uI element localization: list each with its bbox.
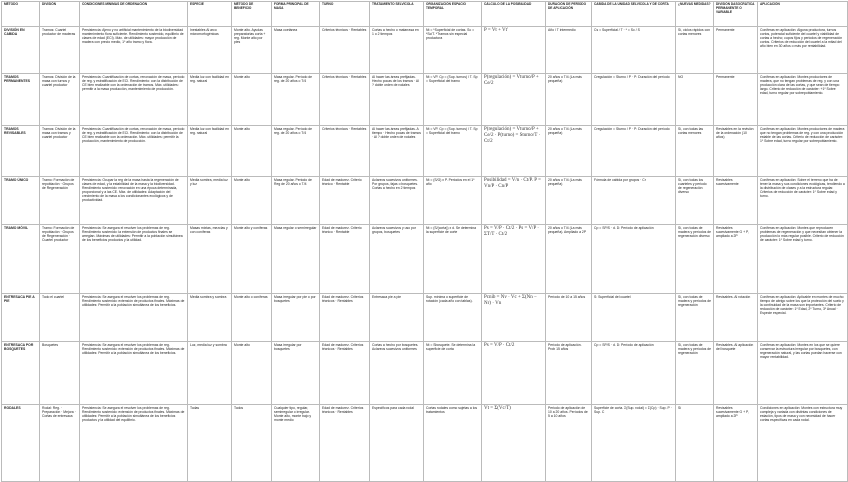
table-cell: Persistencia: Se asegura el resolver los problemas de reg. Rendimiento sostenido: extensión de productos finales. Máximas de utilidades: Permitir a la población simultánea de los beneficios productos y la utilidad del equilibrio. [80,405,188,482]
header-cell: CONDICIONES MÍNIMAS DE ORDENACIÓN [80,2,188,27]
table-cell: Monte alto [232,177,272,225]
table-cell: Nt = Sbosquete. Se determina la superficie de corta [424,342,482,405]
table-cell: Tramo: Formación de repoblación · Grupos de Regeneración [40,177,80,225]
table-cell: Aclareos sucesivos y uso por grupos, bosquetes [370,225,424,294]
table-cell: Vt = Σ(Vc/T) [482,405,546,482]
table-cell: Sí, con todas de madera y períodos de regeneración [676,294,714,342]
table-cell: P(regulación) = Vturno/P + Ce/2 · P(turno) = Sturno/T · Ct/2 [482,126,546,177]
table-cell: Todos [232,405,272,482]
method-name: TRAMO MÓVIL [2,225,40,294]
table-cell: Masa coetánea [272,27,320,74]
table-cell: Año / T intermedio [546,27,592,74]
table-cell: Monte alto. Ayudas preparatorias corta + reg. Monte alto por pies [232,27,272,74]
header-cell: DIVISIÓN [40,2,80,27]
table-row [2,294,848,342]
table-cell: Nt = *Superficial de cortas. Sc = *Sc/T. *Tramos sin especial productora [424,27,482,74]
table-row [2,225,848,294]
header-cell: ORGANIZACIÓN ESPACIO TEMPORAL [424,2,482,27]
table-cell: Coníferas en aplicación: Alguna productora, turnos cortos, potencial suficiente del cuartel y viabilidad de cortas a hecho; cupos fijos y periodos de regeneración cortos. Criterios de reducción del cuartel a la mitad del año bien en 30 años o más por rentabilidad. [758,27,848,74]
table-cell: Inestables Al arco micromorfogénicas [188,27,232,74]
table-cell: Cs = Superficial / T · * = Sc / S [592,27,676,74]
table-cell: Ps = V/P · Ct/2 · Ps = V/P · ΣT/T · Ct/2 [482,225,546,294]
table-cell: Edad de madurez. Criterios técnicos · Rentables [320,342,370,405]
table-cell: 20 años o T/4 (La más pequeña) [546,74,592,126]
table-cell: Media sombra, media luz y luz [188,177,232,225]
table-cell: Masa irregular por pie o por bosquetes [272,294,320,342]
table-cell: Luz, media luz y sombra [188,342,232,405]
table-cell: Sí, con todas de madera y períodos de regeneración [676,342,714,405]
method-name: ENTRESACA PIE A PIE [2,294,40,342]
table-cell: NO [676,74,714,126]
table-cell: Masa irregular por bosquetes [272,342,320,405]
table-cell: Monte alto [232,342,272,405]
table-cell: Monte alto o coníferas [232,294,272,342]
table-cell: Media luz con facilidad en reg. natural [188,126,232,177]
table-cell: Sí, con todas de madera y períodos de regeneración diverso [676,225,714,294]
table-cell: Coníferas en aplicación: Montes productores de madera, que no tengan problemas de reg. y con una producción clara de las cortas, y que sean de tiempo largo. Criterio de reducción de carácter: +1º Sobre edad, turno regular por sobrepoblamiento. [758,74,848,126]
table-cell: Coníferas en aplicación: Aplicable en montes de mucho tiempo de abrigo sobre los que la protección del suelo y la continuidad de la masa son importantes. Criterio de reducción de carácter: 1º Edad, 2º Turno, 3º Anual · Especie especial. [758,294,848,342]
header-cell: TURNO [320,2,370,27]
header-cell: MÉTODO DE BENEFICIO [232,2,272,27]
header-cell: MÉTODO [2,2,40,27]
table-cell: Entresaca pie a pie [370,294,424,342]
table-cell: Periodo de aplicación de 10 a 20 años. Períodos de 5 a 10 años [546,405,592,482]
method-name: TRAMOS PERMANENTES [2,74,40,126]
header-row [2,2,848,27]
table-cell: Pcnib = Nv · Vc + Σ(Nn − Nr) · Vn [482,294,546,342]
table-cell: Nt = (S/G) x P. Periodos en el 1º año [424,177,482,225]
table-cell: Masas mixtas, mezclas y con coníferas [188,225,232,294]
table-cell: Tramos: División de la masa con tramos y cuartel productor [40,126,80,177]
table-cell: Revisables. Al aplicación del bosquete [714,342,758,405]
table-cell: Criterios técnicos · Rentables [320,126,370,177]
header-cell: FORMA PRINCIPAL DE MASA [272,2,320,27]
table-row [2,27,848,74]
table-cell: 20 años o T/4 (La más pequeña). Ampliado a 2P [546,225,592,294]
table-cell: Nt = VP. Cp = (Sup. turnos) / T. Sp = Superficial del tramo [424,126,482,177]
table-cell: Sí, con todas las cortas menores [676,126,714,177]
table-cell: Edad de madurez. Criterio técnico · Rentable [320,177,370,225]
table-cell: Período de aplicación. Prob 15 años [546,342,592,405]
table-cell: Monte alto y coníferas [232,225,272,294]
table-cell: S: Superficial del cuartel [592,294,676,342]
table-cell: P(regulación) = Vturno/P + Ce/2 [482,74,546,126]
header-cell: ¿NUEVAS MEDIDAS? [676,2,714,27]
table-cell: Sup. mínima o superficie de rotación (cada año con tablas). [424,294,482,342]
table-cell: Cortas a hecho por bosquetes. Aclareos sucesivos uniformes [370,342,424,405]
table-cell: Cortas rodales como sujetas a los tratamientos [424,405,482,482]
table-cell: P = Vt + Vt' [482,27,546,74]
table-cell: Monte alto [232,126,272,177]
method-name: ENTRESACA POR BOSQUETES [2,342,40,405]
table-cell: Todas [188,405,232,482]
table-cell: Nt = (S/(corta)) x d. Se determina la superficie de corte [424,225,482,294]
table-row [2,126,848,177]
table-cell: Edad de madurez. Criterios técnicos · Rentables [320,405,370,482]
table-cell: Edad de madurez. Criterios técnicos · Rentables [320,294,370,342]
table-cell: Rodal: Reg. · Preparación · Mejora · Cortas de entresaca [40,405,80,482]
table-cell: Sí, ciclos rápidos con cortas menores [676,27,714,74]
table-cell: Media luz con facilidad en reg. natural [188,74,232,126]
header-cell: DURACIÓN DE PERÍODO DE APLICACIÓN [546,2,592,27]
table-row [2,342,848,405]
ordination-methods-table [1,1,848,482]
table-cell: Cortas a hecho o matarrasa en 1 o 2 tiempos [370,27,424,74]
table-cell: Revisables en la revisión de la ordenación (10 años) [714,126,758,177]
table-cell: Bosquetes [40,342,80,405]
table-cell: Específicos para cada rodal [370,405,424,482]
table-cell: Todo el cuartel [40,294,80,342]
header-cell: ESPECIE [188,2,232,27]
table-cell: Sí [676,405,714,482]
table-cell: Al hacer las áreas prefijadas. Hecho pocas de los tramos · Al ? doble orden de rodales [370,74,424,126]
table-cell: Masa regular. Período de reg. de 20 años o T/4 [272,74,320,126]
table-cell: Revisables sucesivamente G + P, ampliado a 2P [714,225,758,294]
table-cell: Criterios técnicos · Rentables [320,74,370,126]
table-cell: Al hacer las áreas prefijadas. A tiempo · Hecho pocas de tramos · Al ? doble orden de rodales [370,126,424,177]
table-cell: Media sombra y sombra [188,294,232,342]
table-cell: Condiciones en aplicación: Montes con estructura muy compleja y variada con distintas condiciones de estación, tipos de masa y con necesidad de hacer cortas específicas en cada rodal. [758,405,848,482]
table-cell: Persistencia: Cuantificación de cortas, renovación de masa, período de reg. y estratificación de ECI. Rendimiento: con la distribución de CE bien realizable con la ordenación. Máx. utilidades: permitir la producción, mantenimiento de producción. [80,126,188,177]
table-cell: Ps = V/P · Ct/2 [482,342,546,405]
header-cell: DIVISIÓN DASOCRÁTICA PERMANENTE O VARIABLE [714,2,758,27]
table-cell: Nt = VP. Cp = (Sup. turnos) / T. Sp = Superficial del tramo [424,74,482,126]
table-cell: 20 años o T/4 (La más pequeña) [546,177,592,225]
table-cell: Coníferas en aplicación: Sobre el terreno que ha de tener la masa y sus condiciones ecológicas, tendiendo a la distribución de clases y a la estructura regular. Criterios de reducción de carácter: 1º Sobre edad y turno. [758,177,848,225]
table-cell: Tramos: División de la masa con turnos y cuartel productor [40,74,80,126]
table-cell: Masa regular. Periodo de Reg de 20 años o T/4 [272,177,320,225]
table-cell: Persistencia: Cuantificación de cortas, renovación de masa, período de reg. y estratificación de ECI. Rendimiento: con la distribución de CE bien realizable con la ordenación de tramos. Máx. utilidades: permitir a la masa producción, mantenimiento de producción. [80,74,188,126]
table-cell: Posibilidad = V/n · Ct/P. P = Vn/P · Cn/P [482,177,546,225]
table-cell: Persistencia: Ocupar la reg de la masa hasta la regeneración de clases de edad, y la estabilidad de la masa y la biodiversidad. Rendimiento sostenido: renovación en una época determinada, proporcional y a las CE. Máx. de utilidades: Adaptación del crecimiento de la masa a los condicionantes ecológicos y de productividad. [80,177,188,225]
table-cell: Superficie de corta. Σ(Sup. rodal) = Σ(Cp) · Sup. P · Sup. C [592,405,676,482]
table-cell: Revisables. Al rotación [714,294,758,342]
table-row [2,74,848,126]
table-cell: Cregulación = Sturno / P · P: Duración del período [592,74,676,126]
header-cell: TRATAMIENTO SELVÍCOLA [370,2,424,27]
table-cell: Cregulación = Sturno / P · P: Duración del período [592,126,676,177]
table-cell: Tramo: Formación de repoblación · Grupos de Regeneración · Cuartel productor [40,225,80,294]
method-name: RODALES [2,405,40,482]
method-name: TRAMO ÚNICO [2,177,40,225]
header-cell: CABIDA DE LA UNIDAD SELVÍCOLA Y DE CORTA [592,2,676,27]
table-cell: Persistencia: Se asegura el resolver los problemas de reg. Rendimiento sostenido: extensión de productos finales. Máximas de utilidades: Permitir a la población simultánea de los beneficios. [80,342,188,405]
table-row [2,177,848,225]
table-cell: Cp = SP/S · d. D: Período de aplicación [592,225,676,294]
table-cell: Tramos: Cuartel productor de maderas [40,27,80,74]
table-cell: Masa regular. Período de reg. de 20 años o T/4 [272,126,320,177]
header-cell: APLICACIÓN [758,2,848,27]
method-name: TRAMOS REVISABLES [2,126,40,177]
table-row [2,405,848,482]
table-cell: 20 años o T/4 (La más pequeña) [546,126,592,177]
table-cell: Fórmula de cabida por grupos · Cr [592,177,676,225]
table-cell: Edad de madurez. Criterio técnico · Rentable [320,225,370,294]
table-cell: Cualquier tipo, regular, semirregular o irregular. Monte alto, monte bajo y monte medio [272,405,320,482]
table-cell: Revisables sucesivamente G + P, ampliado a 2P [714,405,758,482]
table-cell: Coníferas en aplicación: Montes en los que se quiere conservar la estructura irregular por bosquetes, con regeneración natural, y las cortas puedan hacerse con mayor rentabilidad. [758,342,848,405]
table-cell: Coníferas en aplicación: Montes que reproducen problemas de regeneración y que necesitan obtener la producción lo más regular posible. Criterio de reducción de carácter: 1º Sobre edad y turno. [758,225,848,294]
table-cell: Período de 10 a 15 años [546,294,592,342]
table-cell: Monte alto [232,74,272,126]
table-cell: Persistencia: Ajeno y no artificial mantenimiento de la biodiversidad mantenimiento flora suficiente. Rendimiento sostenido, equilibrio de clases de edad (ECI). Máx. de utilidades: mayor producción de madera con precio medio, 1º año tramo y flora. [80,27,188,74]
table-cell: Sí, con todas los cuarteles y periodo de regeneración diverso [676,177,714,225]
table-cell: Persistencia: Se asegura el resolver los problemas de reg. Rendimiento sostenido: extensión de productos finales. Máximas de utilidades: Permitir a la población simultánea de los beneficios. [80,294,188,342]
table-cell: Masa regular o semirregular [272,225,320,294]
table-cell: Permanente [714,74,758,126]
method-name: DIVISIÓN EN CABIDA [2,27,40,74]
table-cell: Persistencia: Se asegura el resolver los problemas de reg. Rendimiento sostenido: la extensión de productos finales se arreglan. Máximas de utilidades: Permitir a la población simultánea de los beneficios productos y la utilidad. [80,225,188,294]
header-cell: CÁLCULO DE LA POSIBILIDAD [482,2,546,27]
table-cell: Revisables sucesivamente [714,177,758,225]
table-cell: Criterios técnicos · Rentables [320,27,370,74]
table-cell: Permanente [714,27,758,74]
table-cell: Aclareos sucesivos uniformes. Por grupos, fajas o bosquetes. Cortas a hecho en 2 tiempos [370,177,424,225]
table-cell: Cp = SP/S · d. D: Período de aplicación [592,342,676,405]
table-cell: Coníferas en aplicación: Montes productores de madera que no tengan problemas de reg. y con una producción estable de las cortas. Criterio de reducción de carácter: 1º Sobre edad, turno regular por sobrepoblamiento. [758,126,848,177]
